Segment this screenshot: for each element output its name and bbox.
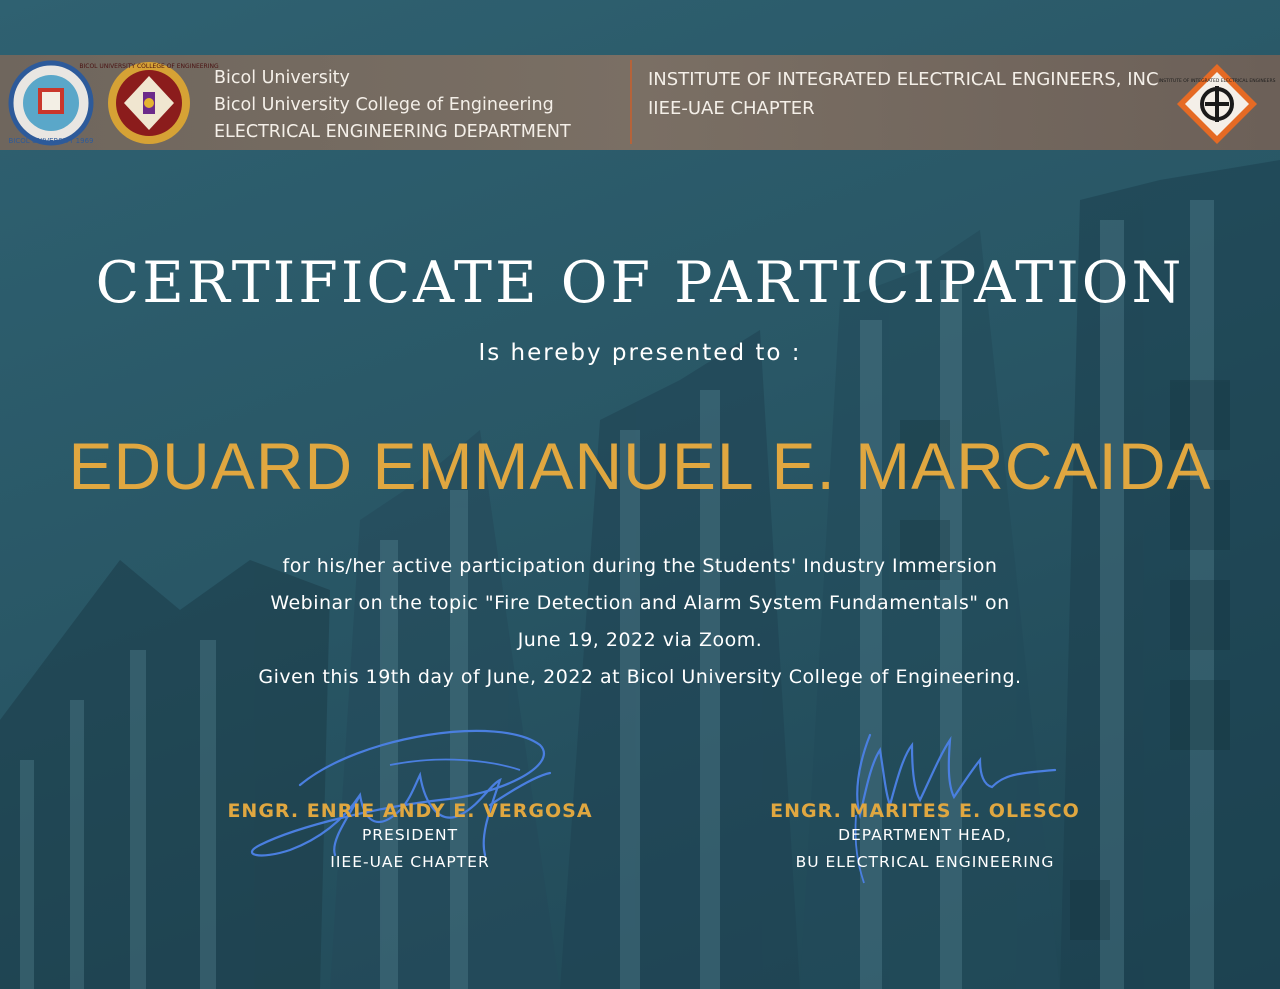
iiee-logo-text: INSTITUTE OF INTEGRATED ELECTRICAL ENGINEERS bbox=[1158, 79, 1276, 84]
college-of-engineering-logo bbox=[79, 60, 219, 146]
certificate-body bbox=[0, 548, 1280, 696]
header-university: Bicol University bbox=[214, 68, 350, 88]
signatory-department-head bbox=[720, 800, 1130, 876]
signatory-organization: IIEE-UAE CHAPTER bbox=[330, 853, 490, 871]
header-institute: INSTITUTE OF INTEGRATED ELECTRICAL ENGINEERS, INC bbox=[648, 69, 1159, 90]
header-right-text bbox=[648, 67, 1159, 125]
iiee-logo bbox=[1158, 62, 1276, 146]
recipient-name: EDUARD EMMANUEL E. MARCAIDA bbox=[68, 429, 1212, 503]
signatory-organization: BU ELECTRICAL ENGINEERING bbox=[795, 853, 1055, 871]
signatory-name: ENGR. ENRIE ANDY E. VERGOSA bbox=[227, 800, 593, 822]
body-line: June 19, 2022 via Zoom. bbox=[517, 629, 763, 651]
signatory-president bbox=[200, 800, 620, 876]
signatory-title: DEPARTMENT HEAD, bbox=[838, 826, 1012, 844]
header-left-text bbox=[214, 65, 571, 146]
body-line: Webinar on the topic "Fire Detection and Alarm System Fundamentals" on bbox=[270, 592, 1010, 614]
bu-logo-text: BICOL UNIVERSITY 1969 bbox=[8, 137, 94, 145]
certificate-title: CERTIFICATE OF PARTICIPATION bbox=[95, 250, 1185, 316]
header-divider bbox=[630, 60, 632, 144]
header-department: ELECTRICAL ENGINEERING DEPARTMENT bbox=[214, 122, 571, 142]
body-line: for his/her active participation during the Students' Industry Immersion bbox=[282, 555, 998, 577]
signatory-name: ENGR. MARITES E. OLESCO bbox=[770, 800, 1080, 822]
bicol-university-logo bbox=[6, 58, 96, 148]
coe-logo-text: BICOL UNIVERSITY COLLEGE OF ENGINEERING bbox=[79, 63, 219, 70]
header-college: Bicol University College of Engineering bbox=[214, 95, 554, 115]
certificate-subtitle: Is hereby presented to : bbox=[478, 340, 802, 366]
header-chapter: IIEE-UAE CHAPTER bbox=[648, 98, 815, 119]
body-line: Given this 19th day of June, 2022 at Bicol University College of Engineering. bbox=[258, 666, 1022, 688]
signatory-title: PRESIDENT bbox=[361, 826, 459, 844]
